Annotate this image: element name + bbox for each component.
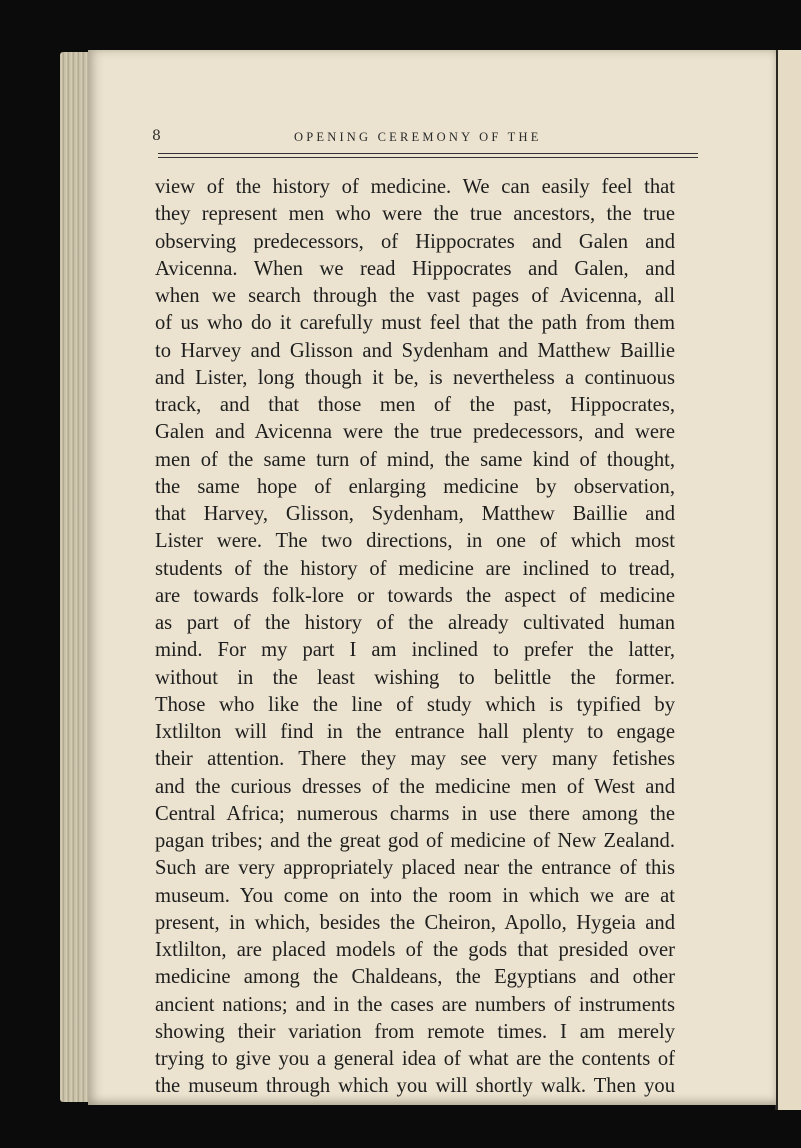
text-line: of us who do it carefully must feel that the path from them bbox=[155, 312, 675, 335]
book-page bbox=[88, 50, 776, 1105]
text-line: the museum through which you will shortly walk. Then you bbox=[155, 1075, 675, 1098]
text-line: the same hope of enlarging medicine by observation, bbox=[155, 475, 675, 498]
facing-page bbox=[775, 50, 801, 1110]
text-line: and the curious dresses of the medicine men of West and bbox=[155, 775, 675, 798]
text-line: Ixtlilton, are placed models of the gods that presided over bbox=[155, 939, 675, 961]
text-line: are towards folk-lore or towards the aspect of medicine bbox=[155, 584, 675, 607]
text-line: Avicenna. When we read Hippocrates and Galen, and bbox=[155, 257, 675, 280]
text-line: they represent men who were the true ancestors, the true bbox=[155, 203, 675, 226]
text-line: present, in which, besides the Cheiron, Apollo, Hygeia and bbox=[155, 911, 675, 934]
text-line: trying to give you a general idea of what are the contents of bbox=[155, 1048, 675, 1070]
text-line: Those who like the line of study which is typified by bbox=[155, 693, 675, 716]
text-line: view of the history of medicine. We can easily feel that bbox=[155, 176, 675, 198]
text-line: as part of the history of the already cultivated human bbox=[155, 612, 675, 634]
text-line: and Lister, long though it be, is nevertheless a continuous bbox=[155, 366, 675, 389]
text-line: when we search through the vast pages of Avicenna, all bbox=[155, 285, 675, 307]
running-head: OPENING CEREMONY OF THE bbox=[294, 130, 542, 144]
body-text bbox=[155, 174, 675, 1101]
text-line: track, and that those men of the past, Hippocrates, bbox=[155, 394, 675, 416]
text-line: that Harvey, Glisson, Sydenham, Matthew Baillie and bbox=[155, 503, 675, 525]
text-line: observing predecessors, of Hippocrates and Galen and bbox=[155, 230, 675, 253]
page-number: 8 bbox=[152, 128, 161, 144]
text-line: ancient nations; and in the cases are numbers of instruments bbox=[155, 993, 675, 1016]
text-line: Galen and Avicenna were the true predecessors, and were bbox=[155, 421, 675, 444]
text-line: mind. For my part I am inclined to prefer the latter, bbox=[155, 639, 675, 662]
text-line: students of the history of medicine are inclined to tread, bbox=[155, 557, 675, 580]
header-rule bbox=[158, 153, 698, 154]
text-line: men of the same turn of mind, the same kind of thought, bbox=[155, 448, 675, 471]
text-line: Ixtlilton will find in the entrance hall plenty to engage bbox=[155, 721, 675, 743]
text-line: pagan tribes; and the great god of medicine of New Zealand. bbox=[155, 830, 675, 852]
text-line: without in the least wishing to belittle the former. bbox=[155, 666, 675, 689]
text-line: Lister were. The two directions, in one of which most bbox=[155, 530, 675, 553]
text-line: museum. You come on into the room in which we are at bbox=[155, 884, 675, 907]
text-line: their attention. There they may see very many fetishes bbox=[155, 748, 675, 771]
text-line: Central Africa; numerous charms in use there among the bbox=[155, 802, 675, 825]
header-rule bbox=[158, 157, 698, 158]
text-line: to Harvey and Glisson and Sydenham and Matthew Baillie bbox=[155, 339, 675, 362]
text-line: Such are very appropriately placed near the entrance of this bbox=[155, 857, 675, 880]
text-line: medicine among the Chaldeans, the Egyptians and other bbox=[155, 966, 675, 989]
text-line: showing their variation from remote times. I am merely bbox=[155, 1020, 675, 1043]
